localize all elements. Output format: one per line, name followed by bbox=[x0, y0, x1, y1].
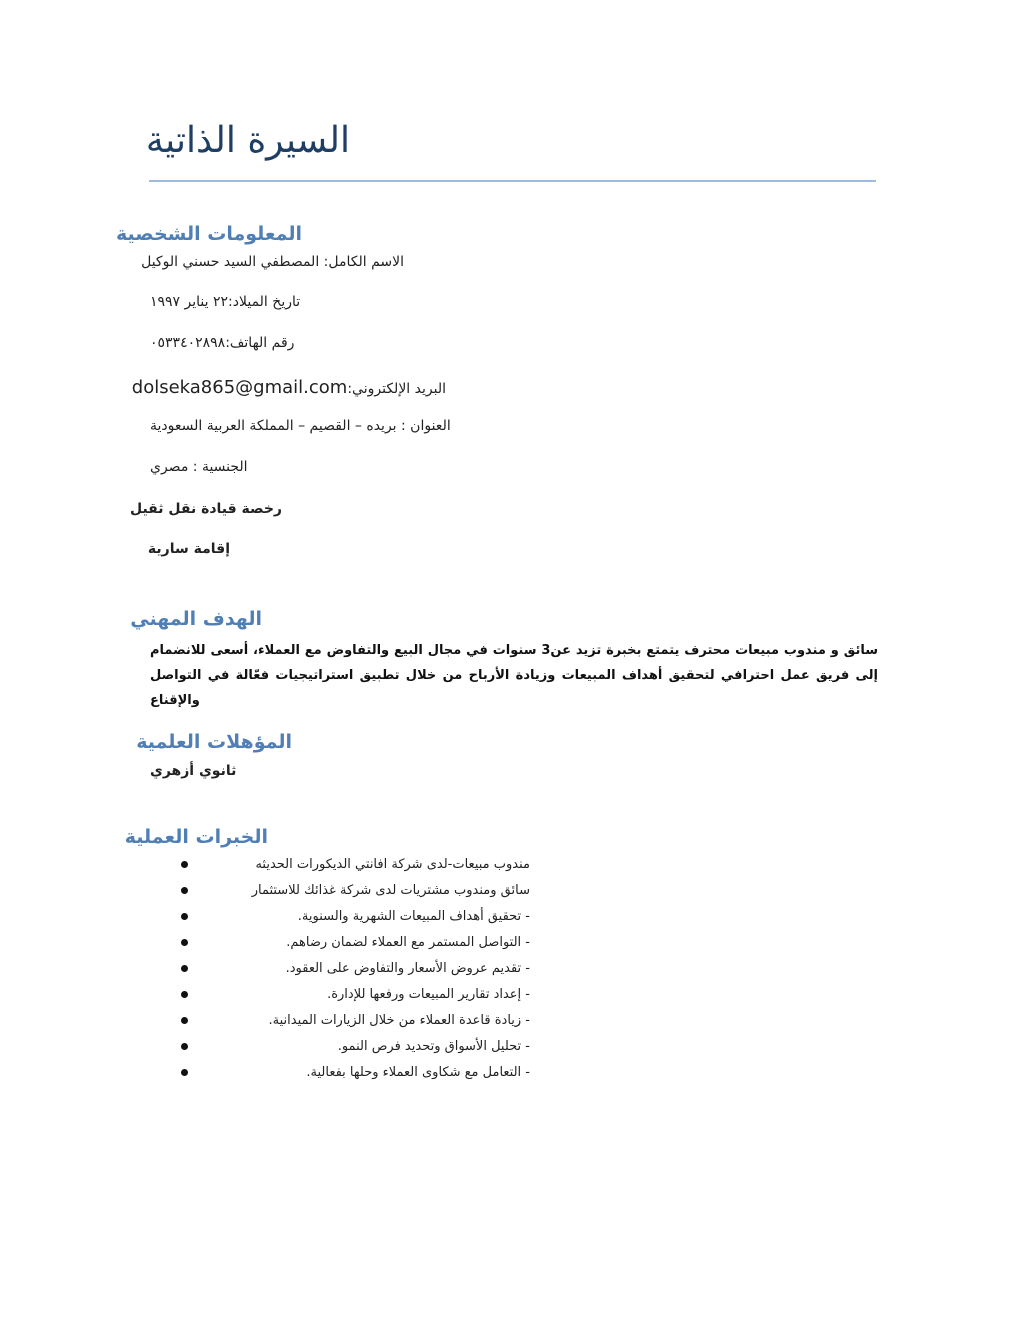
experience-item-text: - التعامل مع شكاوى العملاء وحلها بفعالية. bbox=[306, 1065, 530, 1080]
experience-list bbox=[150, 855, 530, 1089]
list-item bbox=[150, 855, 530, 881]
experience-item-text: مندوب مبيعات-لدى شركة افانتي الديكورات الحديثه bbox=[255, 857, 530, 872]
experience-item-text: - تحقيق أهداف المبيعات الشهرية والسنوية. bbox=[297, 909, 530, 924]
experience-item-text: - التواصل المستمر مع العملاء لضمان رضاهم. bbox=[286, 935, 530, 950]
objective-text: سائق و مندوب مبيعات محترف يتمتع بخبرة تزيد عن3 سنوات في مجال البيع والتفاوض مع العملاء، أسعى للانضمام إلى فريق عمل احترافي لتحقيق أهداف المبيعات وزيادة الأرباح من خلال تطبيق استراتيجيات فعّالة في التواصل والإقناع bbox=[150, 643, 879, 708]
bullet-icon bbox=[181, 965, 188, 972]
section-heading-qualifications: المؤهلات العلمية bbox=[136, 731, 292, 753]
list-item bbox=[150, 959, 530, 985]
list-item bbox=[150, 985, 530, 1011]
bullet-icon bbox=[181, 1043, 188, 1050]
experience-item-text: - تقديم عروض الأسعار والتفاوض على العقود. bbox=[285, 961, 530, 976]
list-item bbox=[150, 1037, 530, 1063]
bullet-icon bbox=[181, 913, 188, 920]
full-name: الاسم الكامل: المصطفي السيد حسني الوكيل bbox=[141, 254, 404, 270]
qualification-degree: ثانوي أزهري bbox=[150, 763, 237, 779]
section-heading-experience: الخبرات العملية bbox=[124, 826, 268, 848]
email-value: dolseka865@gmail.com bbox=[131, 377, 348, 398]
birth-date: تاريخ الميلاد:٢٢ يناير ١٩٩٧ bbox=[150, 294, 301, 310]
bullet-icon bbox=[181, 939, 188, 946]
page-title: السيرة الذاتية bbox=[145, 120, 350, 161]
email-line bbox=[131, 377, 446, 398]
bullet-icon bbox=[181, 1017, 188, 1024]
email-label: البريد الإلكتروني: bbox=[347, 381, 446, 397]
bullet-icon bbox=[181, 1069, 188, 1076]
list-item bbox=[150, 1011, 530, 1037]
list-item bbox=[150, 907, 530, 933]
list-item bbox=[150, 1063, 530, 1089]
list-item bbox=[150, 881, 530, 907]
experience-item-text: - إعداد تقارير المبيعات ورفعها للإدارة. bbox=[327, 987, 530, 1002]
title-divider bbox=[149, 180, 876, 182]
address: العنوان : بريده – القصيم – المملكة العربية السعودية bbox=[150, 418, 451, 434]
phone-number: رقم الهاتف:٠٥٣٣٤٠٢٨٩٨ bbox=[150, 335, 295, 351]
experience-item-text: - تحليل الأسواق وتحديد فرص النمو. bbox=[337, 1039, 530, 1054]
section-heading-objective: الهدف المهني bbox=[130, 608, 262, 630]
residency: إقامة سارية bbox=[147, 541, 230, 557]
section-heading-personal: المعلومات الشخصية bbox=[115, 223, 302, 245]
bullet-icon bbox=[181, 861, 188, 868]
experience-item-text: - زيادة قاعدة العملاء من خلال الزيارات الميدانية. bbox=[268, 1013, 530, 1028]
bullet-icon bbox=[181, 887, 188, 894]
list-item bbox=[150, 933, 530, 959]
nationality: الجنسية : مصري bbox=[150, 459, 248, 475]
experience-item-text: سائق ومندوب مشتريات لدى شركة غذائك للاستثمار bbox=[251, 883, 530, 898]
driving-license: رخصة قيادة نقل ثقيل bbox=[129, 501, 282, 517]
bullet-icon bbox=[181, 991, 188, 998]
